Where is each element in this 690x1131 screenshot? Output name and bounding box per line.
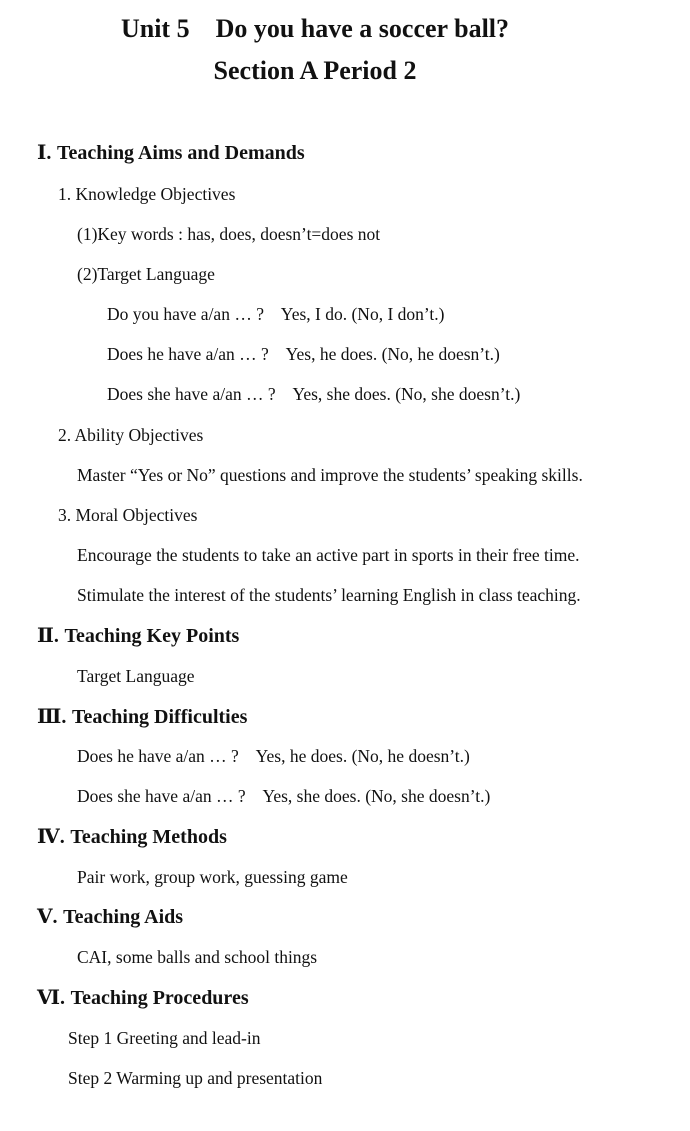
aids-text: CAI, some balls and school things (77, 947, 318, 967)
section-heading-procedures (37, 985, 249, 1010)
section-title: Teaching Key Points (64, 625, 240, 647)
section-numeral: Ⅳ. (37, 826, 65, 848)
methods-text: Pair work, group work, guessing game (77, 867, 348, 887)
section-numeral: Ⅰ. (37, 142, 52, 164)
procedure-step: Step 2 Warming up and presentation (68, 1068, 323, 1088)
difficulties-sentence: Does she have a/an … ? Yes, she does. (No, she doesn’t.) (77, 786, 491, 806)
moral-objectives-label: 3. Moral Objectives (58, 505, 198, 525)
section-title: Teaching Procedures (70, 987, 249, 1009)
section-numeral: Ⅱ. (37, 625, 59, 647)
difficulties-sentence: Does he have a/an … ? Yes, he does. (No, he doesn’t.) (77, 746, 470, 766)
section-title: Teaching Methods (70, 826, 227, 848)
procedure-step: Step 1 Greeting and lead-in (68, 1028, 261, 1048)
moral-objectives-text: Stimulate the interest of the students’ learning English in class teaching. (77, 585, 581, 605)
document-subtitle: Section A Period 2 (213, 56, 417, 85)
key-words-line: (1)Key words : has, does, doesn’t=does not (77, 224, 381, 244)
section-numeral: Ⅲ. (37, 706, 67, 728)
moral-objectives-text: Encourage the students to take an active part in sports in their free time. (77, 545, 580, 565)
section-heading-methods (37, 824, 227, 849)
target-language-label: (2)Target Language (77, 264, 215, 284)
section-title: Teaching Difficulties (72, 706, 248, 728)
section-heading-key-points (37, 623, 239, 648)
ability-objectives-text: Master “Yes or No” questions and improve the students’ speaking skills. (77, 465, 583, 485)
target-sentence: Does he have a/an … ? Yes, he does. (No, he doesn’t.) (107, 344, 500, 364)
section-title: Teaching Aids (63, 906, 184, 928)
section-heading-difficulties (37, 704, 247, 729)
key-points-text: Target Language (77, 666, 195, 686)
section-heading-aims (37, 140, 305, 165)
section-numeral: Ⅵ. (37, 987, 65, 1009)
knowledge-objectives-label: 1. Knowledge Objectives (58, 184, 236, 204)
document-title: Unit 5 Do you have a soccer ball? (120, 14, 510, 43)
section-numeral: Ⅴ. (37, 906, 58, 928)
ability-objectives-label: 2. Ability Objectives (58, 425, 204, 445)
target-sentence: Does she have a/an … ? Yes, she does. (No, she doesn’t.) (107, 384, 521, 404)
section-title: Teaching Aims and Demands (57, 142, 305, 164)
target-sentence: Do you have a/an … ? Yes, I do. (No, I don’t.) (107, 304, 445, 324)
section-heading-aids (37, 904, 183, 929)
